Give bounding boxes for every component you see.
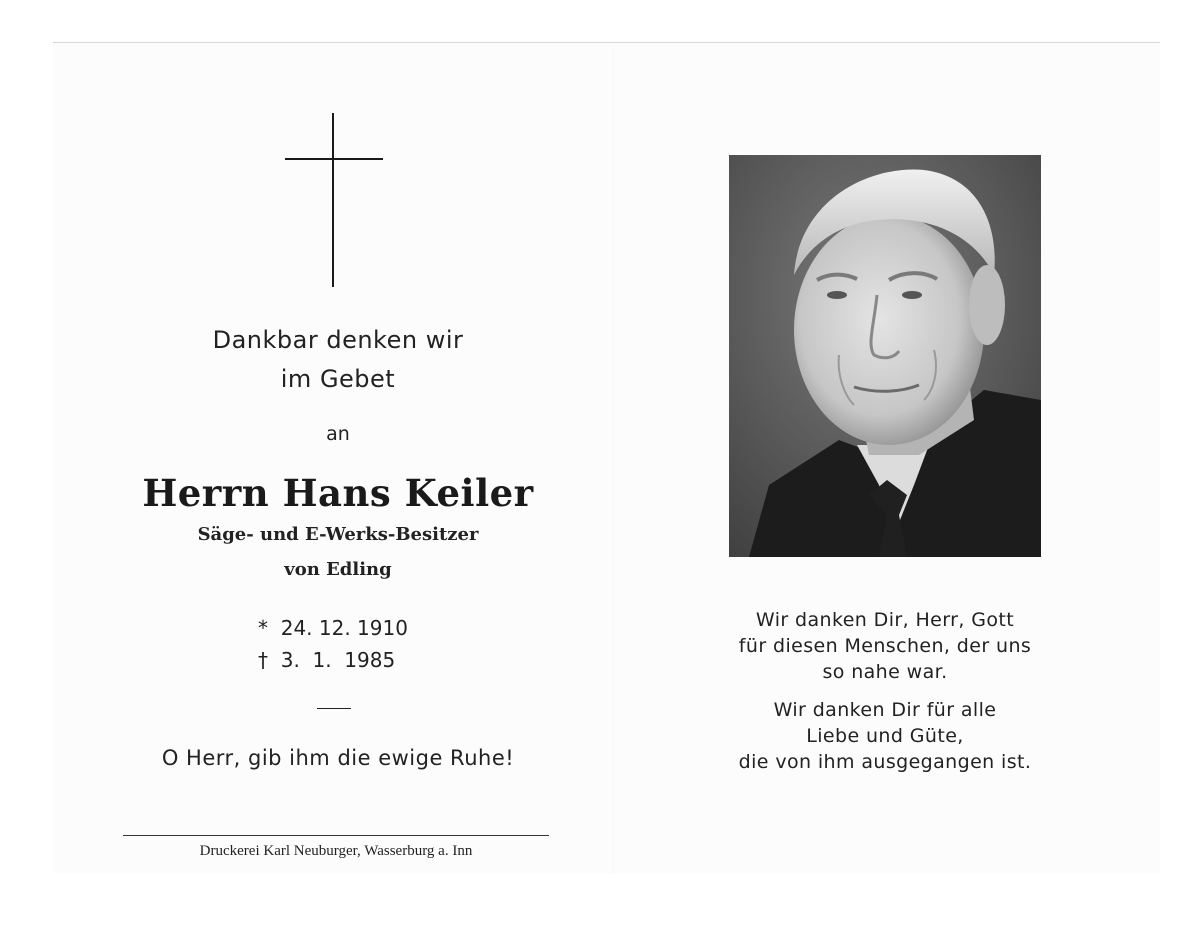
cross-vertical	[332, 113, 334, 287]
birth-date: * 24. 12. 1910	[258, 616, 408, 640]
verse-1-line-2: für diesen Menschen, der uns	[738, 635, 1032, 657]
cross-horizontal	[285, 158, 383, 160]
separator-dash	[317, 708, 351, 709]
portrait-photo	[729, 155, 1041, 557]
memorial-card	[53, 42, 1160, 873]
verse-2-line-3: die von ihm ausgegangen ist.	[738, 751, 1032, 773]
cross-icon	[285, 113, 383, 287]
card-left-panel	[53, 43, 623, 873]
verse-1-line-3: so nahe war.	[822, 661, 948, 683]
verse-1-line-1: Wir danken Dir, Herr, Gott	[755, 609, 1015, 631]
verse-2-line-1: Wir danken Dir für alle	[773, 699, 997, 721]
deceased-place: von Edling	[284, 559, 392, 580]
deceased-occupation: Säge- und E-Werks-Besitzer	[197, 524, 479, 545]
intro-line-3: an	[326, 423, 350, 445]
verse-2	[673, 697, 1097, 775]
prayer-text: O Herr, gib ihm die ewige Ruhe!	[161, 746, 515, 770]
deceased-name: Herrn Hans Keiler	[142, 471, 534, 515]
verse-1	[673, 607, 1097, 685]
intro-line-1: Dankbar denken wir	[212, 326, 464, 354]
verse-2-line-2: Liebe und Güte,	[806, 725, 964, 747]
portrait-photo-icon	[729, 155, 1041, 557]
printer-credit: Druckerei Karl Neuburger, Wasserburg a. Inn	[199, 843, 473, 859]
printer-rule	[123, 835, 549, 836]
intro-line-2: im Gebet	[280, 365, 396, 393]
death-date: † 3. 1. 1985	[258, 648, 396, 672]
